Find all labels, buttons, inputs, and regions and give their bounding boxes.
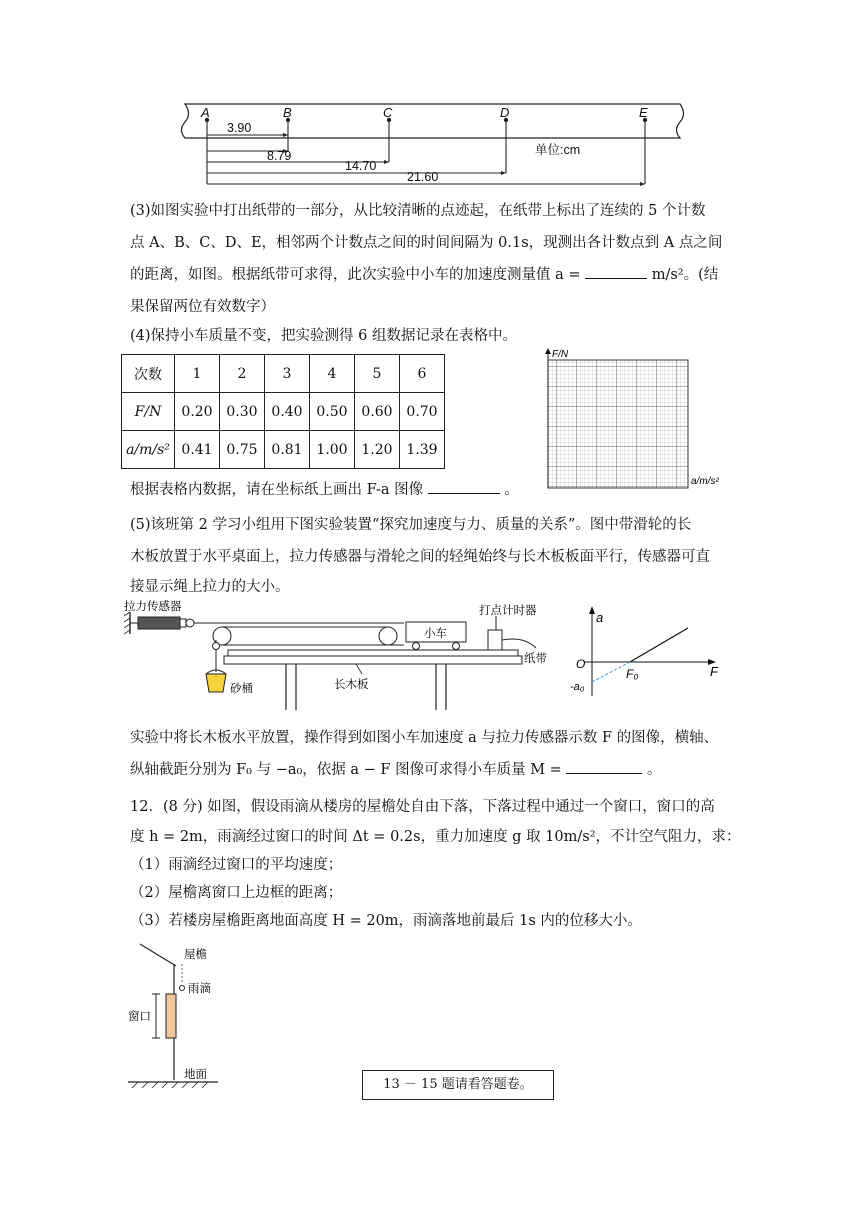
q5-line-5-end: 。: [647, 762, 662, 778]
label-sensor: 拉力传感器: [124, 601, 182, 613]
table-cell: 3: [265, 355, 310, 393]
graph-axis-f: F: [710, 664, 718, 679]
q12-sub-2: （2）屋檐离窗口上边框的距离；: [130, 885, 343, 901]
q4-after-text: 根据表格内数据，请在坐标纸上画出 F-a 图像: [130, 482, 424, 498]
graph-paper[interactable]: [536, 346, 736, 494]
tape-point-d: D: [500, 105, 510, 120]
table-row: [122, 393, 445, 431]
answer-blank-mass[interactable]: [566, 759, 642, 774]
q3-line-4: 果保留两位有效数字）: [130, 299, 275, 315]
q5-line-4: 实验中将长木板水平放置，操作得到如图小车加速度 a 与拉力传感器示数 F 的图像，横轴、: [130, 730, 719, 746]
answer-blank-graph[interactable]: [428, 479, 500, 494]
answer-sheet-note: 13 － 15 题请看答题卷。: [362, 1070, 554, 1100]
q5-line-1: (5)该班第 2 学习小组用下图实验装置“探究加速度与力、质量的关系”。图中带滑轮的长: [130, 517, 692, 533]
raindrop-figure: [124, 940, 254, 1098]
a-f-graph: [562, 604, 732, 700]
q4-intro: (4)保持小车质量不变，把实验测得 6 组数据记录在表格中。: [130, 328, 517, 344]
table-cell: 1.00: [310, 431, 355, 469]
q3-line-3-unit: m/s²。(结: [651, 267, 719, 283]
label-car: 小车: [424, 628, 447, 640]
tape-point-b: B: [283, 105, 292, 120]
table-cell: 1.39: [400, 431, 445, 469]
label-tape: 纸带: [524, 653, 547, 665]
table-row: [122, 355, 445, 393]
label-drop: 雨滴: [188, 983, 211, 995]
table-cell: 0.30: [220, 393, 265, 431]
graph-a0: -a₀: [570, 681, 585, 693]
q4-after: [130, 479, 519, 501]
label-eaves: 屋檐: [184, 949, 207, 961]
label-window: 窗口: [128, 1011, 151, 1023]
table-cell: 次数: [122, 355, 175, 393]
table-cell: 0.70: [400, 393, 445, 431]
q3-line-2: 点 A、B、C、D、E，相邻两个计数点之间的时间间隔为 0.1s，现测出各计数点到 A 点之间: [130, 235, 723, 251]
table-cell: 0.75: [220, 431, 265, 469]
table-cell: 1: [175, 355, 220, 393]
table-cell: 0.41: [175, 431, 220, 469]
apparatus-figure: [124, 600, 564, 712]
q12-line-1: 12．(8 分) 如图，假设雨滴从楼房的屋檐处自由下落，下落过程中通过一个窗口，窗口的高: [130, 799, 715, 815]
q5-line-2: 木板放置于水平桌面上，拉力传感器与滑轮之间的轻绳始终与长木板板面平行，传感器可直: [130, 549, 710, 565]
q5-line-5: [130, 759, 662, 781]
q4-after-end: 。: [504, 482, 519, 498]
table-row: [122, 431, 445, 469]
tape-unit: 单位:cm: [535, 143, 581, 157]
tape-point-e: E: [639, 105, 648, 120]
q5-line-5-text: 纵轴截距分别为 F₀ 与 −a₀，依据 a − F 图像可求得小车质量 M =: [130, 762, 562, 778]
label-timer: 打点计时器: [479, 605, 537, 617]
q3-line-3: [130, 264, 718, 286]
tape-distance-ac: 8.79: [267, 149, 292, 163]
q3-line-1: (3)如图实验中打出纸带的一部分，从比较清晰的点迹起，在纸带上标出了连续的 5 个计数: [130, 203, 706, 219]
table-cell: 2: [220, 355, 265, 393]
paper-tape-figure: [175, 98, 695, 190]
tape-distance-ae: 21.60: [407, 170, 439, 184]
table-cell: a/m/s²: [122, 431, 175, 469]
q3-line-3-text: 的距离，如图。根据纸带可求得，此次实验中小车的加速度测量值 a =: [130, 267, 581, 283]
q12-sub-3: （3）若楼房屋檐距离地面高度 H = 20m，雨滴落地前最后 1s 内的位移大小。: [130, 913, 642, 929]
graph-axis-a: a: [596, 610, 604, 625]
tape-distance-ab: 3.90: [227, 121, 252, 135]
data-table: [121, 354, 445, 469]
tape-point-a: A: [201, 105, 210, 120]
graph-y-label: F/N: [552, 349, 569, 360]
tape-point-c: C: [383, 105, 393, 120]
table-cell: 5: [355, 355, 400, 393]
q12-sub-1: （1）雨滴经过窗口的平均速度；: [130, 857, 343, 873]
table-cell: 0.81: [265, 431, 310, 469]
graph-f0: F₀: [626, 667, 639, 681]
table-cell: 0.40: [265, 393, 310, 431]
graph-origin: O: [576, 657, 586, 671]
q5-line-3: 接显示绳上拉力的大小。: [130, 579, 290, 595]
label-ground: 地面: [184, 1069, 207, 1081]
table-cell: 0.50: [310, 393, 355, 431]
tape-distance-ad: 14.70: [345, 159, 377, 173]
label-board: 长木板: [334, 679, 369, 691]
table-cell: 0.20: [175, 393, 220, 431]
table-cell: 1.20: [355, 431, 400, 469]
table-cell: F/N: [122, 393, 175, 431]
table-cell: 4: [310, 355, 355, 393]
table-cell: 6: [400, 355, 445, 393]
label-bucket: 砂桶: [230, 683, 253, 695]
answer-blank-acceleration[interactable]: [585, 264, 647, 279]
q12-line-2: 度 h = 2m，雨滴经过窗口的时间 Δt = 0.2s，重力加速度 g 取 10m/s²，不计空气阻力，求：: [130, 829, 741, 845]
table-cell: 0.60: [355, 393, 400, 431]
graph-x-label: a/m/s²: [691, 476, 719, 487]
